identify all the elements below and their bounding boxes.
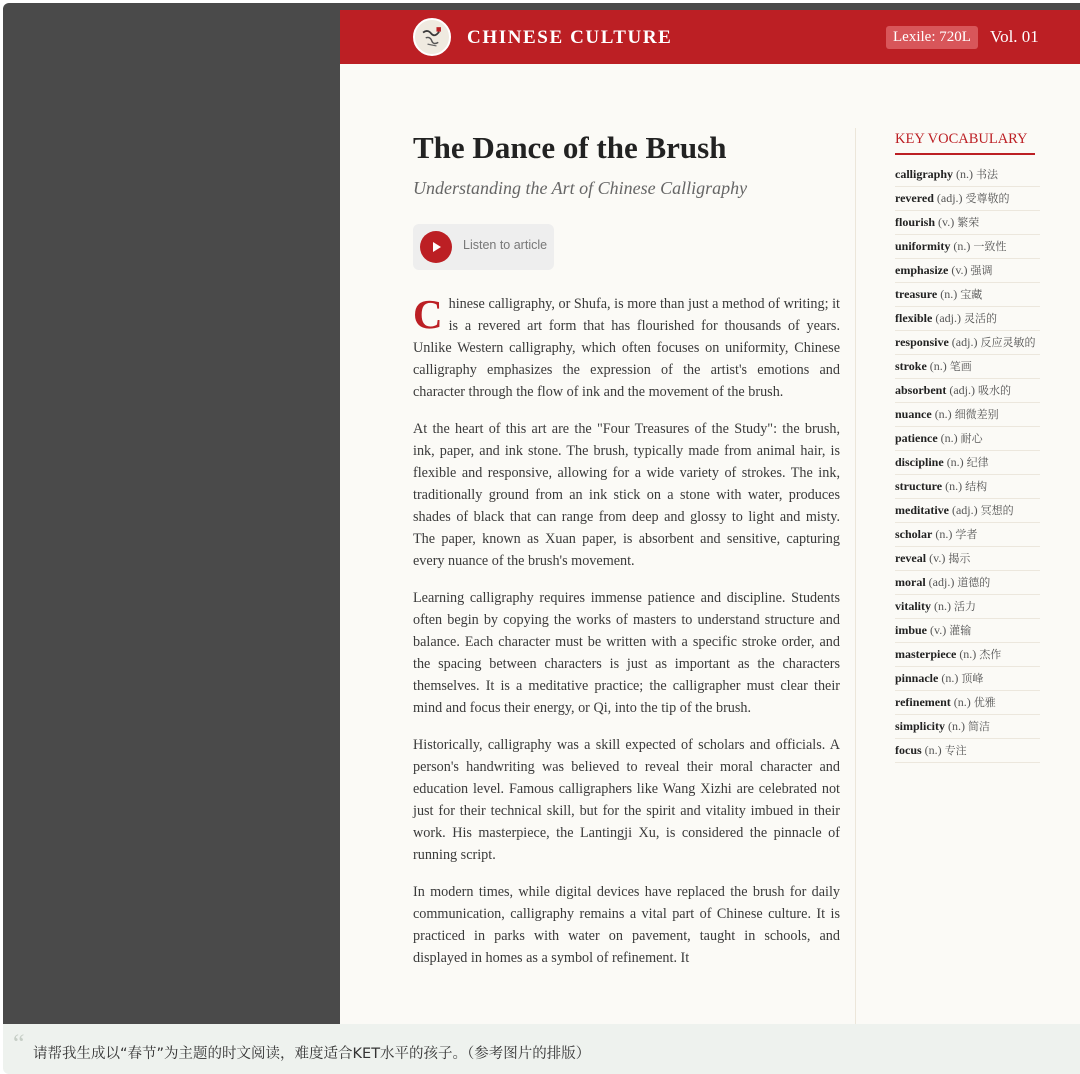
listen-button[interactable] [413, 224, 554, 270]
chat-message-bar [3, 1024, 1080, 1074]
vocab-pos: (n.) [953, 239, 971, 253]
vocab-pos: (v.) [930, 623, 947, 637]
vocab-word: treasure [895, 287, 938, 301]
vocab-item [895, 571, 1040, 595]
vocab-item [895, 595, 1040, 619]
vocab-pos: (v.) [929, 551, 946, 565]
vocab-word: scholar [895, 527, 933, 541]
vocab-pos: (v.) [938, 215, 955, 229]
article-paragraph: At the heart of this art are the "Four Treasures of the Study": the brush, ink, paper, and ink stone. The brush, typically made from animal hair, is flexible and responsive, allowing for a wide variety of strokes. The ink, traditionally ground from an ink stick on a stone with water, produces shades of black that can range from deep and glossy to light and misty. The paper, known as Xuan paper, is absorbent and sensitive, capturing every nuance of the brush's movement. [413, 421, 840, 569]
vocab-word: uniformity [895, 239, 951, 253]
article-subtitle: Understanding the Art of Chinese Calligraphy [413, 178, 748, 198]
vocab-translation: 揭示 [948, 552, 971, 565]
vocabulary-heading: KEY VOCABULARY [895, 131, 1035, 155]
article-paragraph [413, 293, 840, 403]
vocab-translation: 吸水的 [978, 384, 1011, 397]
brand-title[interactable]: CHINESE CULTURE [467, 27, 673, 48]
vocab-word: stroke [895, 359, 927, 373]
vocab-item [895, 283, 1040, 307]
vocab-pos: (n.) [946, 455, 964, 469]
vocab-translation: 反应灵敏的 [980, 336, 1036, 349]
vocab-word: meditative [895, 503, 949, 517]
vocab-item [895, 451, 1040, 475]
vocab-pos: (n.) [934, 599, 951, 613]
vocab-word: pinnacle [895, 671, 939, 685]
vocab-translation: 纪律 [966, 456, 989, 469]
vocab-item [895, 475, 1040, 499]
vocab-item [895, 163, 1040, 187]
vocab-item [895, 667, 1040, 691]
vocab-pos: (adj.) [951, 503, 978, 517]
vocab-word: reveal [895, 551, 927, 565]
article-paragraph: Historically, calligraphy was a skill expected of scholars and officials. A person's handwriting was believed to reveal their moral character and education level. Famous calligraphers like Wang Xizhi are celebrated not just for their technical skill, but for the spirit and vitality imbued in their work. His masterpiece, the Lantingji Xu, is considered the pinnacle of running script. [413, 737, 840, 863]
play-icon[interactable] [420, 231, 452, 263]
vocab-pos: (n.) [940, 431, 958, 445]
vocab-translation: 顶峰 [961, 672, 984, 685]
vocab-item [895, 259, 1040, 283]
vocab-translation: 活力 [954, 600, 976, 613]
article-paragraph: In modern times, while digital devices have replaced the brush for daily communication, calligraphy remains a vital part of Chinese culture. It is practiced in parks with water on pavement, taught in schools, and displayed in homes as a symbol of refinement. It [413, 884, 840, 966]
vocab-word: imbue [895, 623, 928, 637]
vocab-item [895, 187, 1040, 211]
vocab-translation: 宝藏 [960, 288, 983, 301]
vocab-pos: (v.) [951, 263, 968, 277]
vocab-word: nuance [895, 407, 932, 421]
vocab-word: calligraphy [895, 167, 954, 181]
vocab-translation: 学者 [955, 528, 978, 541]
vocab-item [895, 379, 1040, 403]
vocab-item [895, 739, 1040, 763]
vocab-item [895, 235, 1040, 259]
vocab-item [895, 307, 1040, 331]
vocabulary-sidebar [895, 131, 1040, 763]
vocab-translation: 强调 [970, 264, 993, 277]
vocab-translation: 灵活的 [963, 312, 997, 325]
vocab-pos: (adj.) [928, 575, 955, 589]
vocab-word: emphasize [895, 263, 949, 277]
vocab-translation: 杰作 [979, 648, 1002, 661]
vocab-word: responsive [895, 335, 949, 349]
vocab-word: flexible [895, 311, 933, 325]
calligraphy-logo-icon[interactable] [413, 18, 451, 56]
vocab-word: focus [895, 743, 922, 757]
vocab-item [895, 211, 1040, 235]
listen-label: Listen to article [463, 238, 548, 252]
drop-cap: C [413, 291, 443, 337]
vocab-translation: 受尊敬的 [965, 192, 1010, 205]
vocab-item [895, 619, 1040, 643]
vocab-translation: 细微差别 [954, 408, 999, 421]
vocab-translation: 专注 [944, 744, 967, 757]
vocab-item [895, 499, 1040, 523]
vocab-translation: 灌输 [949, 624, 972, 637]
vocabulary-list [895, 163, 1040, 763]
vocab-pos: (n.) [941, 671, 959, 685]
vocab-word: vitality [895, 599, 931, 613]
vocab-translation: 笔画 [949, 360, 972, 373]
vocab-item [895, 715, 1040, 739]
site-header [340, 10, 1080, 64]
vocab-translation: 耐心 [960, 432, 983, 445]
vocab-item [895, 523, 1040, 547]
vocab-pos: (n.) [953, 695, 971, 709]
vocab-translation: 优雅 [973, 696, 996, 709]
vocab-item [895, 691, 1040, 715]
vocab-word: simplicity [895, 719, 945, 733]
volume-label: Vol. 01 [990, 27, 1039, 46]
vocab-translation: 一致性 [973, 240, 1007, 253]
vocab-pos: (adj.) [951, 335, 978, 349]
vocab-translation: 简洁 [968, 720, 990, 733]
vocab-item [895, 355, 1040, 379]
quote-icon: “ [13, 1029, 25, 1058]
chat-message-text[interactable]: 请帮我生成以“春节”为主题的时文阅读，难度适合KET水平的孩子。（参考图片的排版） [33, 1046, 591, 1062]
vocab-word: revered [895, 191, 934, 205]
article-main [413, 130, 840, 969]
article-title: The Dance of the Brush [413, 130, 727, 165]
vocab-word: patience [895, 431, 938, 445]
vocab-pos: (n.) [945, 479, 963, 493]
vocab-pos: (n.) [959, 647, 977, 661]
vocab-word: structure [895, 479, 943, 493]
vocab-word: masterpiece [895, 647, 957, 661]
vocab-item [895, 547, 1040, 571]
column-divider [855, 128, 856, 1024]
vocab-pos: (n.) [924, 743, 942, 757]
vocab-pos: (adj.) [949, 383, 975, 397]
vocab-pos: (n.) [940, 287, 958, 301]
vocab-item [895, 331, 1040, 355]
lexile-badge: Lexile: 720L [886, 26, 978, 49]
vocab-word: refinement [895, 695, 951, 709]
vocab-pos: (n.) [956, 167, 974, 181]
vocab-pos: (n.) [948, 719, 965, 733]
vocab-item [895, 643, 1040, 667]
vocab-pos: (adj.) [935, 311, 961, 325]
paragraph-text: hinese calligraphy, or Shufa, is more than just a method of writing; it is a revered art form that has flourished for thousands of years. Unlike Western calligraphy, which often focuses on uniformity, Chinese calligraphy emphasizes the expression of the artist's emotions and character through the flow of ink and the movement of the brush. [413, 296, 840, 400]
vocab-translation: 繁荣 [957, 216, 980, 229]
vocab-pos: (n.) [929, 359, 947, 373]
vocab-word: moral [895, 575, 926, 589]
article-page [340, 10, 1080, 1024]
vocab-word: flourish [895, 215, 936, 229]
vocab-item [895, 427, 1040, 451]
vocab-word: absorbent [895, 383, 947, 397]
vocab-translation: 道德的 [957, 576, 991, 589]
vocab-translation: 书法 [976, 168, 999, 181]
article-paragraph: Learning calligraphy requires immense patience and discipline. Students often begin by copying the works of masters to understand structure and balance. Each character must be written with a specific stroke order, and the spacing between characters is just as important as the characters themselves. It is a meditative practice; the calligrapher must clear their mind and focus their energy, or Qi, into the tip of the brush. [413, 590, 840, 716]
vocab-pos: (n.) [934, 407, 952, 421]
vocab-translation: 冥想的 [980, 504, 1014, 517]
vocab-translation: 结构 [965, 480, 988, 493]
vocab-pos: (n.) [935, 527, 953, 541]
vocab-pos: (adj.) [936, 191, 963, 205]
vocab-word: discipline [895, 455, 944, 469]
vocab-item [895, 403, 1040, 427]
